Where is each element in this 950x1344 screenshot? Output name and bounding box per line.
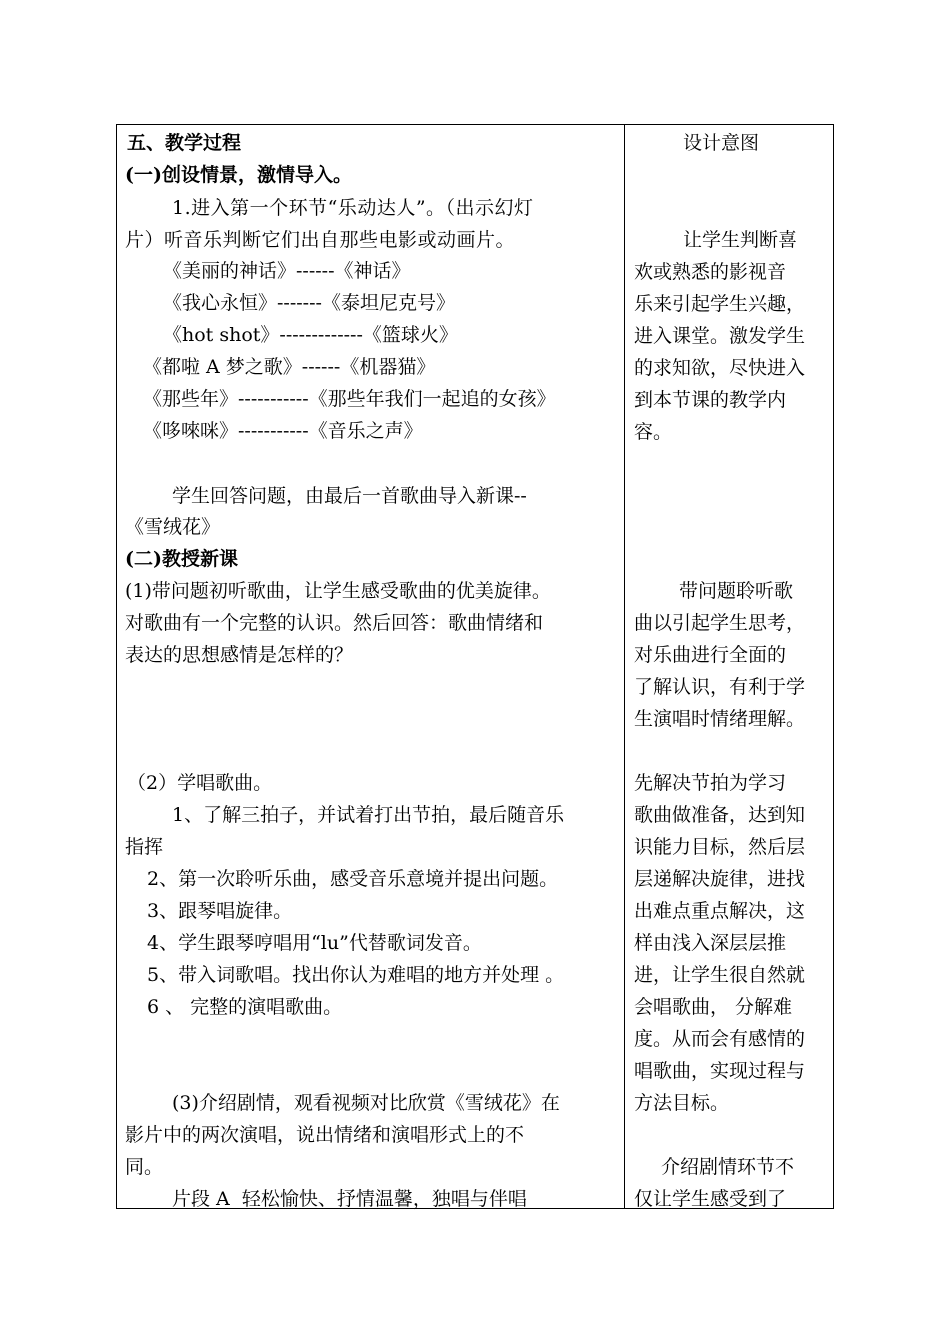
design-intent-header: 设计意图 — [683, 132, 760, 154]
intent-line: 对乐曲进行全面的 — [634, 644, 787, 666]
intent-line: 进入课堂。激发学生 — [634, 325, 806, 347]
intent-line: 会唱歌曲， 分解难 — [634, 996, 793, 1018]
intent-line: 层递解决旋律，进找 — [634, 868, 806, 890]
intent-line: 到本节课的教学内 — [634, 389, 787, 411]
intent-line: 曲以引起学生思考， — [634, 612, 806, 634]
intent-line: 歌曲做准备，达到知 — [634, 804, 806, 826]
step-item: 1、了解三拍子，并试着打出节拍，最后随音乐 — [172, 804, 565, 826]
paragraph-line: 表达的思想感情是怎样的？ — [125, 644, 354, 666]
intent-line: 生演唱时情绪理解。 — [634, 708, 806, 730]
paragraph-line: 影片中的两次演唱，说出情绪和演唱形式上的不 — [125, 1124, 525, 1146]
song-item: 《hot shot》-------------《篮球火》 — [163, 324, 458, 346]
paragraph-line: 片段 A 轻松愉快、抒情温馨，独唱与伴唱 — [172, 1188, 527, 1210]
intent-line: 了解认识，有利于学 — [634, 676, 806, 698]
step-item: 6 、 完整的演唱歌曲。 — [147, 996, 343, 1018]
intent-line: 介绍剧情环节不 — [661, 1156, 795, 1178]
paragraph-line: 对歌曲有一个完整的认识。然后回答：歌曲情绪和 — [125, 612, 544, 634]
column-divider — [624, 124, 625, 1209]
paragraph-line: 片）听音乐判断它们出自那些电影或动画片。 — [125, 229, 516, 251]
paragraph-line: 同。 — [125, 1156, 164, 1178]
paragraph-line: 学生回答问题，由最后一首歌曲导入新课-- — [172, 485, 527, 507]
intent-line: 的求知欲，尽快进入 — [634, 357, 806, 379]
paragraph-line: 《雪绒花》 — [125, 516, 221, 538]
intent-line: 欢或熟悉的影视音 — [634, 261, 787, 283]
intent-line: 唱歌曲，实现过程与 — [634, 1060, 806, 1082]
subsection-2-title: (二)教授新课 — [125, 548, 238, 570]
song-item: 《哆唻咪》-----------《音乐之声》 — [143, 420, 423, 442]
step-item: 4、学生跟琴哼唱用“lu”代替歌词发音。 — [147, 932, 482, 954]
intent-line: 识能力目标，然后层 — [634, 836, 806, 858]
step-item: 指挥 — [125, 836, 164, 858]
paragraph-line: 1.进入第一个环节“乐动达人”。（出示幻灯 — [172, 197, 534, 219]
section-heading: 五、教学过程 — [127, 132, 242, 154]
intent-line: 出难点重点解决，这 — [634, 900, 806, 922]
intent-line: 方法目标。 — [634, 1092, 730, 1114]
intent-line: 乐来引起学生兴趣， — [634, 293, 806, 315]
intent-line: 仅让学生感受到了 — [634, 1188, 787, 1210]
paragraph-line: (1)带问题初听歌曲，让学生感受歌曲的优美旋律。 — [125, 580, 551, 602]
step-item: 3、跟琴唱旋律。 — [147, 900, 293, 922]
intent-line: 让学生判断喜 — [683, 229, 798, 251]
intent-line: 样由浅入深层层推 — [634, 932, 787, 954]
intent-line: 进，让学生很自然就 — [634, 964, 806, 986]
song-item: 《美丽的神话》------《神话》 — [163, 260, 411, 282]
subsection-1-title: (一)创设情景，激情导入。 — [125, 164, 352, 186]
step-item: 5、带入词歌唱。找出你认为难唱的地方并处理 。 — [147, 964, 565, 986]
intent-line: 容。 — [634, 421, 673, 443]
song-item: 《都啦 A 梦之歌》------《机器猫》 — [143, 356, 436, 378]
paragraph-line: (3)介绍剧情，观看视频对比欣赏《雪绒花》在 — [172, 1092, 560, 1114]
intent-line: 度。从而会有感情的 — [634, 1028, 806, 1050]
song-item: 《那些年》-----------《那些年我们一起追的女孩》 — [143, 388, 556, 410]
song-item: 《我心永恒》-------《泰坦尼克号》 — [163, 292, 455, 314]
step-item: 2、第一次聆听乐曲，感受音乐意境并提出问题。 — [147, 868, 559, 890]
intent-line: 带问题聆听歌 — [679, 580, 794, 602]
step-title: （2）学唱歌曲。 — [127, 772, 273, 794]
intent-line: 先解决节拍为学习 — [634, 772, 787, 794]
